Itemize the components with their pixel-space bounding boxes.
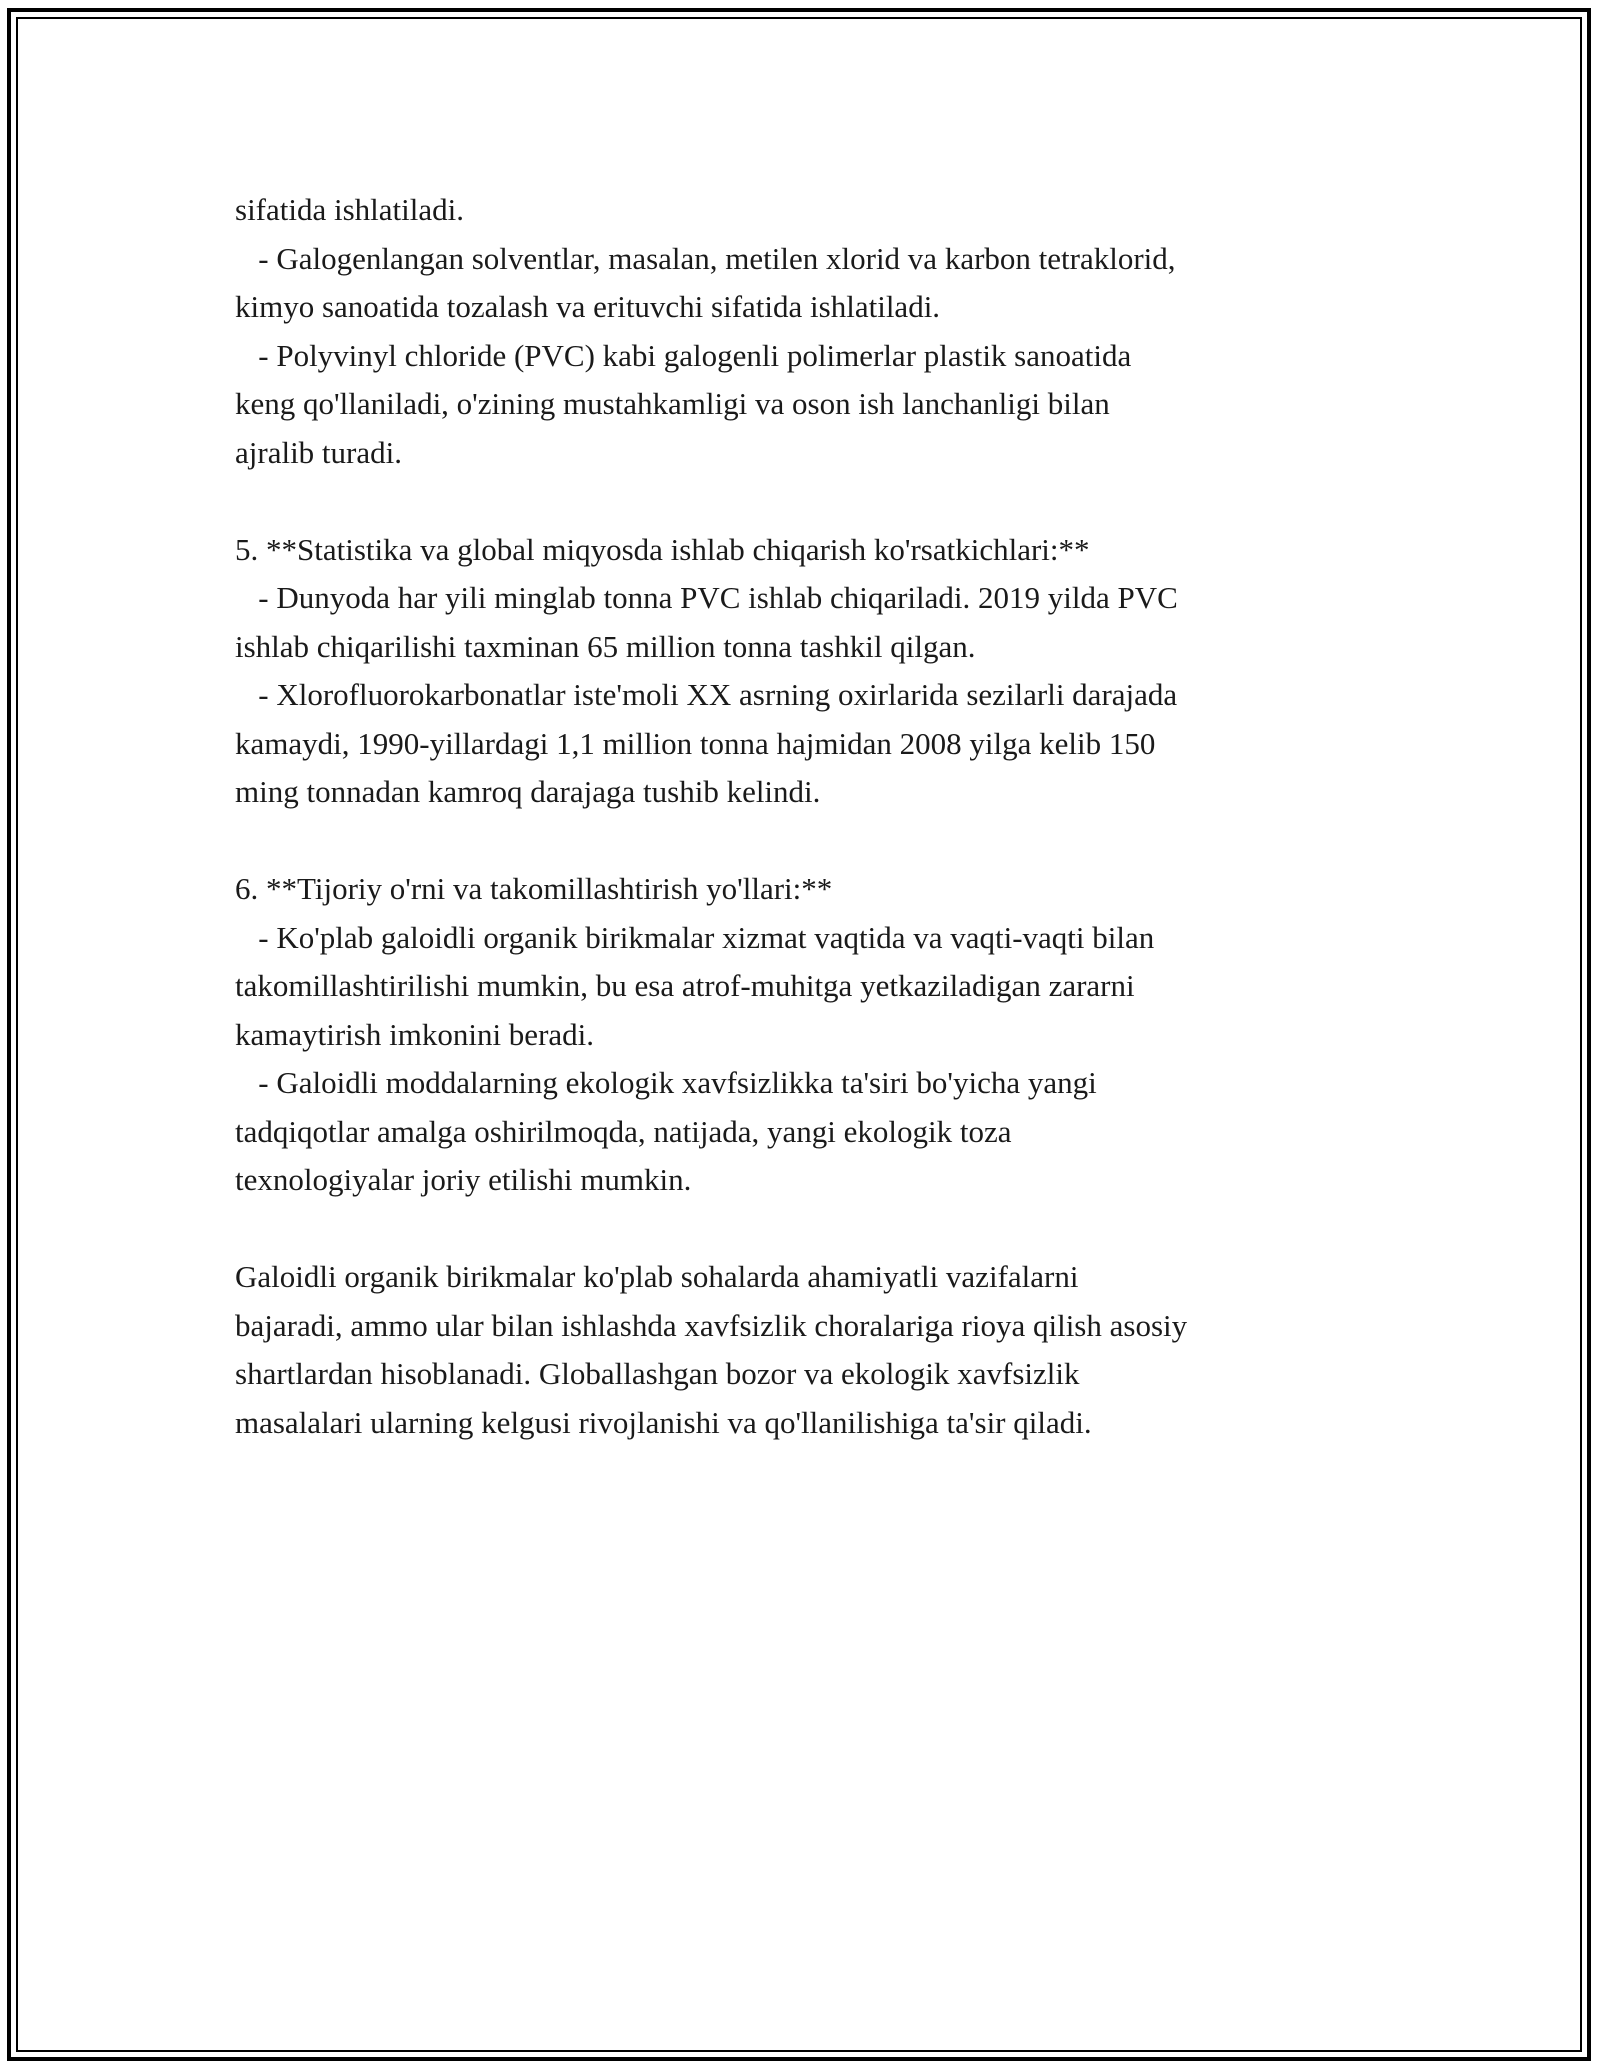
text-line: kamaydi, 1990-yillardagi 1,1 million tonna hajmidan 2008 yilga kelib 150 [235, 725, 1156, 761]
document-body [235, 186, 1375, 1447]
text-line: - Galogenlangan solventlar, masalan, metilen xlorid va karbon tetraklorid, [235, 240, 1176, 276]
text-line: - Galoidli moddalarning ekologik xavfsizlikka ta'siri bo'yicha yangi [235, 1065, 1097, 1100]
conclusion-line: Galoidli organik birikmalar ko'plab sohalarda ahamiyatli vazifalarni [235, 1259, 1079, 1294]
conclusion-line: bajaradi, ammo ular bilan ishlashda xavfsizlik choralariga rioya qilish asosiy [235, 1307, 1188, 1343]
text-line: - Xlorofluorokarbonatlar iste'moli XX asrning oxirlarida sezilarli darajada [235, 677, 1178, 712]
blank-line [235, 1205, 1375, 1254]
section-heading: 6. **Tijoriy o'rni va takomillashtirish yo'llari:** [235, 871, 833, 906]
text-line: ishlab chiqarilishi taxminan 65 million tonna tashkil qilgan. [235, 628, 976, 664]
text-line: kimyo sanoatida tozalash va erituvchi sifatida ishlatiladi. [235, 289, 941, 324]
text-line: tadqiqotlar amalga oshirilmoqda, natijada, yangi ekologik toza [235, 1113, 1012, 1149]
text-line: - Polyvinyl chloride (PVC) kabi galogenli polimerlar plastik sanoatida [235, 337, 1132, 373]
text-line: takomillashtirilishi mumkin, bu esa atrof-muhitga yetkaziladigan zararni [235, 968, 1135, 1003]
text-line: keng qo'llaniladi, o'zining mustahkamligi va oson ish lanchanligi bilan [235, 386, 1110, 421]
conclusion-line: masalalari ularning kelgusi rivojlanishi va qo'llanilishiga ta'sir qiladi. [235, 1404, 1092, 1440]
text-line: kamaytirish imkonini beradi. [235, 1016, 595, 1052]
text-line: ajralib turadi. [235, 434, 402, 470]
blank-line [235, 477, 1375, 526]
section-heading: 5. **Statistika va global miqyosda ishlab chiqarish ko'rsatkichlari:** [235, 531, 1090, 567]
text-line: texnologiyalar joriy etilishi mumkin. [235, 1162, 692, 1197]
text-line: sifatida ishlatiladi. [235, 192, 465, 227]
conclusion-line: shartlardan hisoblanadi. Globallashgan bozor va ekologik xavfsizlik [235, 1356, 1080, 1391]
blank-line [235, 817, 1375, 866]
text-line: ming tonnadan kamroq darajaga tushib kelindi. [235, 774, 821, 809]
text-line: - Dunyoda har yili minglab tonna PVC ishlab chiqariladi. 2019 yilda PVC [235, 580, 1178, 615]
text-line: - Ko'plab galoidli organik birikmalar xizmat vaqtida va vaqti-vaqti bilan [235, 919, 1155, 955]
